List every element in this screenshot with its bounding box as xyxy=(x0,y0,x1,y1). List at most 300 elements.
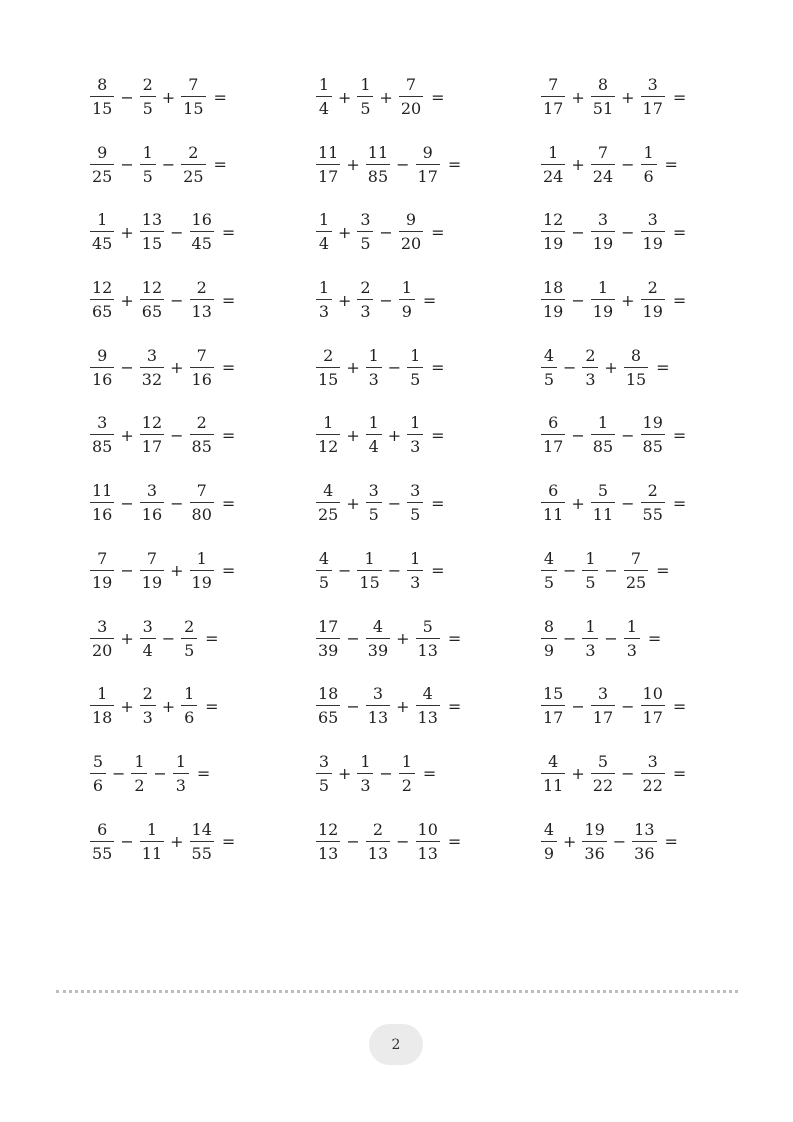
fraction xyxy=(416,616,440,660)
operator: + xyxy=(387,425,402,445)
denominator: 45 xyxy=(190,231,214,252)
denominator: 16 xyxy=(190,367,214,388)
denominator: 17 xyxy=(140,434,164,455)
fraction xyxy=(541,77,565,117)
denominator: 16 xyxy=(140,502,164,523)
fraction xyxy=(316,548,332,592)
operator: − xyxy=(170,493,184,513)
equals-sign: = xyxy=(431,425,445,445)
operator: − xyxy=(396,155,410,175)
denominator: 6 xyxy=(90,773,106,794)
fraction-expression xyxy=(88,140,227,190)
numerator: 1 xyxy=(134,751,145,771)
numerator: 9 xyxy=(97,142,108,162)
numerator: 16 xyxy=(191,210,212,230)
numerator: 1 xyxy=(184,684,195,704)
equals-sign: = xyxy=(672,87,687,107)
operator: + xyxy=(161,87,176,107)
numerator: 3 xyxy=(372,684,384,704)
numerator: 13 xyxy=(141,210,163,230)
fraction xyxy=(399,280,415,320)
problem-row xyxy=(88,72,728,140)
equals-sign: = xyxy=(672,290,687,310)
denominator: 17 xyxy=(641,705,665,726)
denominator: 39 xyxy=(366,638,390,659)
denominator: 25 xyxy=(624,570,648,591)
fraction xyxy=(366,819,390,863)
denominator: 17 xyxy=(641,96,665,117)
operator: − xyxy=(571,290,585,310)
denominator: 19 xyxy=(591,231,615,252)
problem-row xyxy=(88,343,728,411)
fraction xyxy=(190,415,214,455)
fraction-expression xyxy=(539,140,678,190)
equals-sign: = xyxy=(431,358,445,378)
numerator: 1 xyxy=(368,413,379,433)
fraction-expression xyxy=(88,749,210,799)
operator: + xyxy=(571,155,585,175)
operator: − xyxy=(346,832,360,852)
numerator: 1 xyxy=(585,548,596,568)
denominator: 19 xyxy=(641,231,665,252)
operator: + xyxy=(396,696,410,716)
fraction-expression xyxy=(314,343,445,393)
fraction xyxy=(399,751,415,795)
denominator: 13 xyxy=(416,705,440,726)
fraction xyxy=(140,142,156,186)
denominator: 25 xyxy=(316,502,340,523)
numerator: 5 xyxy=(597,481,609,501)
operator: + xyxy=(621,87,635,107)
numerator: 2 xyxy=(188,142,199,162)
fraction xyxy=(190,483,214,523)
numerator: 6 xyxy=(97,819,108,839)
operator: + xyxy=(120,290,134,310)
numerator: 6 xyxy=(548,481,559,501)
fraction xyxy=(90,280,114,320)
fraction-expression xyxy=(314,749,436,799)
denominator: 19 xyxy=(140,570,164,591)
numerator: 3 xyxy=(360,210,371,230)
operator: + xyxy=(604,358,618,378)
numerator: 11 xyxy=(367,142,389,162)
denominator: 2 xyxy=(399,773,415,794)
numerator: 2 xyxy=(196,413,207,433)
numerator: 1 xyxy=(597,413,609,433)
numerator: 19 xyxy=(584,819,605,839)
denominator: 5 xyxy=(541,570,557,591)
fraction xyxy=(140,483,164,523)
fraction xyxy=(407,345,423,389)
operator: + xyxy=(396,629,410,648)
numerator: 9 xyxy=(422,142,433,162)
fraction xyxy=(90,751,106,795)
denominator: 17 xyxy=(416,164,440,185)
denominator: 13 xyxy=(416,841,440,862)
equals-sign: = xyxy=(205,629,219,648)
operator: − xyxy=(571,222,585,242)
denominator: 15 xyxy=(316,367,340,388)
numerator: 3 xyxy=(368,481,379,501)
denominator: 19 xyxy=(190,570,214,591)
equals-sign: = xyxy=(221,493,236,513)
denominator: 55 xyxy=(90,841,114,862)
numerator: 2 xyxy=(196,278,207,298)
operator: − xyxy=(387,358,402,378)
numerator: 8 xyxy=(630,345,642,365)
fraction xyxy=(357,77,373,117)
numerator: 11 xyxy=(318,142,339,162)
numerator: 7 xyxy=(597,142,609,162)
fraction xyxy=(190,280,214,320)
operator: − xyxy=(120,155,134,175)
denominator: 17 xyxy=(591,705,615,726)
denominator: 2 xyxy=(131,773,147,794)
denominator: 19 xyxy=(591,299,615,320)
denominator: 17 xyxy=(541,434,565,455)
operator: − xyxy=(604,561,618,581)
denominator: 19 xyxy=(541,299,565,320)
denominator: 13 xyxy=(366,841,390,862)
fraction xyxy=(316,616,340,660)
denominator: 36 xyxy=(582,841,606,862)
numerator: 14 xyxy=(191,819,212,839)
operator: − xyxy=(563,561,577,581)
numerator: 1 xyxy=(597,278,609,298)
fraction xyxy=(90,142,114,186)
fraction-expression xyxy=(88,207,235,257)
operator: + xyxy=(346,155,360,175)
denominator: 15 xyxy=(181,96,205,117)
fraction xyxy=(190,819,214,863)
fraction xyxy=(416,686,440,726)
numerator: 2 xyxy=(360,278,371,298)
fraction xyxy=(90,483,114,523)
denominator: 5 xyxy=(366,502,382,523)
numerator: 1 xyxy=(401,278,412,298)
denominator: 13 xyxy=(416,638,440,659)
operator: − xyxy=(563,358,577,378)
fraction xyxy=(357,751,373,795)
fraction-expression xyxy=(314,275,436,325)
fraction xyxy=(641,483,665,523)
fraction xyxy=(416,142,440,186)
denominator: 5 xyxy=(316,773,332,794)
denominator: 13 xyxy=(316,841,340,862)
numerator: 4 xyxy=(323,481,334,501)
numerator: 4 xyxy=(543,345,555,365)
fraction xyxy=(190,345,214,389)
fraction xyxy=(582,819,606,863)
fraction-expression xyxy=(539,410,686,460)
fraction xyxy=(366,483,382,523)
fraction-expression xyxy=(314,410,445,460)
fraction-expression xyxy=(539,207,686,257)
operator: + xyxy=(120,629,134,648)
fraction-expression xyxy=(88,343,235,393)
page-number: 2 xyxy=(391,1036,401,1053)
operator: − xyxy=(621,222,635,242)
denominator: 17 xyxy=(541,705,565,726)
denominator: 4 xyxy=(316,231,332,252)
operator: + xyxy=(338,222,352,242)
problem-grid xyxy=(88,72,728,884)
fraction xyxy=(591,751,615,795)
denominator: 15 xyxy=(140,231,164,252)
operator: − xyxy=(621,764,635,784)
fraction xyxy=(357,280,373,320)
operator: − xyxy=(120,87,134,107)
numerator: 1 xyxy=(626,616,637,636)
denominator: 5 xyxy=(541,367,557,388)
equals-sign: = xyxy=(447,696,462,716)
fraction xyxy=(316,751,332,795)
fraction xyxy=(366,415,382,455)
operator: − xyxy=(120,358,134,378)
fraction-expression xyxy=(88,72,227,122)
fraction xyxy=(399,77,423,117)
fraction xyxy=(366,686,390,726)
equals-sign: = xyxy=(656,561,670,581)
numerator: 10 xyxy=(417,819,438,839)
numerator: 1 xyxy=(142,142,153,162)
fraction xyxy=(140,548,164,592)
numerator: 4 xyxy=(318,548,330,568)
denominator: 3 xyxy=(316,299,332,320)
numerator: 4 xyxy=(372,616,384,636)
denominator: 85 xyxy=(366,164,390,185)
operator: − xyxy=(612,832,627,852)
denominator: 5 xyxy=(357,231,373,252)
denominator: 3 xyxy=(407,434,423,455)
fraction xyxy=(316,483,340,523)
numerator: 5 xyxy=(422,616,433,636)
equals-sign: = xyxy=(647,629,662,648)
fraction-expression xyxy=(314,72,445,122)
fraction xyxy=(316,819,340,863)
numerator: 9 xyxy=(97,345,108,365)
equals-sign: = xyxy=(221,561,236,581)
numerator: 7 xyxy=(630,548,642,568)
denominator: 3 xyxy=(173,773,189,794)
fraction xyxy=(90,616,114,660)
equals-sign: = xyxy=(431,87,445,107)
fraction xyxy=(90,819,114,863)
problem-row xyxy=(88,140,728,208)
numerator: 7 xyxy=(196,345,207,365)
fraction-expression xyxy=(539,614,661,664)
fraction xyxy=(140,280,164,320)
denominator: 15 xyxy=(90,96,114,117)
denominator: 12 xyxy=(316,434,340,455)
fraction xyxy=(316,415,340,455)
fraction xyxy=(541,415,565,455)
problem-row xyxy=(88,614,728,682)
numerator: 18 xyxy=(543,278,564,298)
denominator: 3 xyxy=(357,773,373,794)
operator: − xyxy=(120,561,134,581)
numerator: 3 xyxy=(146,345,158,365)
operator: + xyxy=(338,764,352,784)
fraction-expression xyxy=(88,410,235,460)
operator: + xyxy=(346,425,360,445)
fraction xyxy=(316,142,340,186)
operator: + xyxy=(120,425,134,445)
fraction xyxy=(140,77,156,117)
denominator: 3 xyxy=(357,299,373,320)
numerator: 3 xyxy=(410,481,421,501)
operator: − xyxy=(346,696,360,716)
numerator: 3 xyxy=(142,616,153,636)
denominator: 5 xyxy=(407,502,423,523)
denominator: 11 xyxy=(541,502,565,523)
denominator: 65 xyxy=(90,299,114,320)
denominator: 3 xyxy=(582,367,598,388)
denominator: 32 xyxy=(140,367,164,388)
denominator: 5 xyxy=(582,570,598,591)
denominator: 3 xyxy=(407,570,423,591)
operator: − xyxy=(112,764,126,784)
fraction xyxy=(357,548,381,592)
numerator: 1 xyxy=(368,345,379,365)
numerator: 3 xyxy=(647,751,658,771)
equals-sign: = xyxy=(196,764,211,784)
fraction xyxy=(90,77,114,117)
operator: + xyxy=(120,696,134,716)
numerator: 12 xyxy=(92,278,113,298)
problem-row xyxy=(88,749,728,817)
operator: − xyxy=(621,696,635,716)
denominator: 24 xyxy=(541,164,565,185)
numerator: 1 xyxy=(410,345,421,365)
operator: − xyxy=(621,155,635,175)
operator: + xyxy=(571,764,585,784)
denominator: 85 xyxy=(190,434,214,455)
numerator: 19 xyxy=(642,413,663,433)
denominator: 3 xyxy=(366,367,382,388)
fraction xyxy=(582,616,598,660)
numerator: 1 xyxy=(548,142,559,162)
numerator: 2 xyxy=(184,616,195,636)
fraction xyxy=(641,686,665,726)
denominator: 4 xyxy=(316,96,332,117)
fraction-expression xyxy=(539,749,686,799)
fraction-expression xyxy=(314,140,461,190)
numerator: 3 xyxy=(97,616,108,636)
problem-row xyxy=(88,478,728,546)
fraction xyxy=(399,212,423,252)
fraction-expression xyxy=(88,275,235,325)
numerator: 8 xyxy=(543,616,555,636)
equals-sign: = xyxy=(672,222,687,242)
numerator: 1 xyxy=(196,548,207,568)
numerator: 1 xyxy=(97,684,108,704)
fraction-expression xyxy=(314,614,461,664)
numerator: 2 xyxy=(647,278,658,298)
equals-sign: = xyxy=(221,222,236,242)
denominator: 24 xyxy=(591,164,615,185)
equals-sign: = xyxy=(205,696,219,716)
problem-row xyxy=(88,275,728,343)
denominator: 5 xyxy=(357,96,373,117)
fraction xyxy=(416,819,440,863)
denominator: 55 xyxy=(190,841,214,862)
operator: − xyxy=(563,629,577,648)
numerator: 1 xyxy=(323,413,334,433)
numerator: 2 xyxy=(323,345,334,365)
fraction xyxy=(140,415,164,455)
fraction-expression xyxy=(314,207,445,257)
denominator: 6 xyxy=(181,705,197,726)
numerator: 2 xyxy=(372,819,384,839)
cut-line-divider xyxy=(56,990,738,993)
operator: − xyxy=(571,425,585,445)
denominator: 11 xyxy=(140,841,164,862)
equals-sign: = xyxy=(447,832,462,852)
fraction-expression xyxy=(314,681,461,731)
numerator: 12 xyxy=(543,210,564,230)
operator: − xyxy=(161,155,176,175)
denominator: 22 xyxy=(641,773,665,794)
denominator: 55 xyxy=(641,502,665,523)
equals-sign: = xyxy=(221,832,236,852)
numerator: 1 xyxy=(364,548,375,568)
fraction xyxy=(90,415,114,455)
fraction xyxy=(591,142,615,186)
operator: − xyxy=(338,561,352,581)
fraction xyxy=(541,548,557,592)
fraction xyxy=(591,415,615,455)
operator: + xyxy=(120,222,134,242)
fraction-expression xyxy=(314,478,445,528)
numerator: 1 xyxy=(401,751,412,771)
numerator: 2 xyxy=(142,684,153,704)
numerator: 1 xyxy=(318,75,330,94)
denominator: 13 xyxy=(190,299,214,320)
fraction xyxy=(140,686,156,726)
denominator: 80 xyxy=(190,502,214,523)
numerator: 7 xyxy=(188,75,199,94)
equals-sign: = xyxy=(672,425,687,445)
numerator: 15 xyxy=(543,684,564,704)
numerator: 2 xyxy=(647,481,658,501)
fraction-expression xyxy=(539,681,686,731)
numerator: 2 xyxy=(585,345,596,365)
fraction-expression xyxy=(539,817,678,867)
denominator: 6 xyxy=(641,164,657,185)
fraction xyxy=(140,616,156,660)
denominator: 39 xyxy=(316,638,340,659)
numerator: 7 xyxy=(196,481,207,501)
fraction xyxy=(181,686,197,726)
denominator: 5 xyxy=(181,638,197,659)
numerator: 7 xyxy=(146,548,158,568)
numerator: 4 xyxy=(543,819,555,839)
numerator: 12 xyxy=(318,819,339,839)
fraction xyxy=(316,212,332,252)
operator: − xyxy=(120,493,134,513)
problem-row xyxy=(88,207,728,275)
denominator: 15 xyxy=(357,570,381,591)
fraction-expression xyxy=(539,478,686,528)
operator: − xyxy=(120,832,134,852)
fraction-expression xyxy=(539,546,670,596)
fraction xyxy=(541,345,557,389)
fraction xyxy=(641,77,665,117)
operator: + xyxy=(170,832,184,852)
fraction-expression xyxy=(88,817,235,867)
page-number-badge xyxy=(369,1024,423,1065)
